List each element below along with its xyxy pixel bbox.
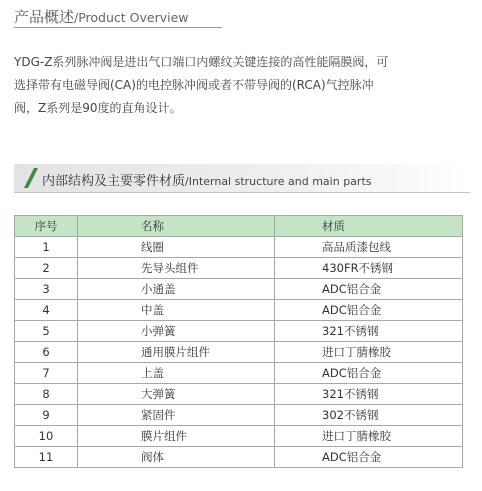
part-name: 小弹簧 <box>78 321 275 342</box>
table-row <box>15 426 463 447</box>
row-index: 8 <box>15 384 78 405</box>
part-material: ADC铝合金 <box>275 300 463 321</box>
table-body <box>15 237 463 468</box>
part-name: 中盖 <box>78 300 275 321</box>
description-line: 阀，Z系列是90度的直角设计。 <box>14 101 182 115</box>
table-row <box>15 342 463 363</box>
section-title-en: /Internal structure and main parts <box>185 175 372 188</box>
table-header-row <box>15 216 463 237</box>
part-name: 紧固件 <box>78 405 275 426</box>
row-index: 6 <box>15 342 78 363</box>
part-material: ADC铝合金 <box>275 279 463 300</box>
row-index: 3 <box>15 279 78 300</box>
section-title-cn: 内部结构及主要零件材质 <box>42 174 186 189</box>
table-row <box>15 300 463 321</box>
part-name: 膜片组件 <box>78 426 275 447</box>
part-material: 进口丁腈橡胶 <box>275 342 463 363</box>
part-material: ADC铝合金 <box>275 447 463 468</box>
overview-title-en: /Product Overview <box>74 10 189 25</box>
overview-title-cn: 产品概述 <box>14 8 75 26</box>
table-row <box>15 258 463 279</box>
table-row <box>15 279 463 300</box>
part-material: 302不锈钢 <box>275 405 463 426</box>
green-triangle-icon <box>24 168 38 188</box>
header-index: 序号 <box>15 216 78 237</box>
part-name: 阀体 <box>78 447 275 468</box>
row-index: 5 <box>15 321 78 342</box>
table-row <box>15 363 463 384</box>
overview-heading <box>14 6 189 26</box>
header-name: 名称 <box>78 216 275 237</box>
table-row <box>15 384 463 405</box>
section-title <box>42 170 372 189</box>
table-row <box>15 405 463 426</box>
row-index: 10 <box>15 426 78 447</box>
table-row <box>15 321 463 342</box>
row-index: 1 <box>15 237 78 258</box>
part-material: 430FR不锈钢 <box>275 258 463 279</box>
section-banner <box>14 164 470 193</box>
part-material: 321不锈钢 <box>275 321 463 342</box>
part-name: 小通盖 <box>78 279 275 300</box>
description-line: YDG-Z系列脉冲阀是进出气口端口内螺纹关键连接的高性能隔膜阀，可 <box>14 55 389 69</box>
part-name: 先导头组件 <box>78 258 275 279</box>
parts-table <box>14 215 463 468</box>
table-row <box>15 447 463 468</box>
row-index: 9 <box>15 405 78 426</box>
part-material: 321不锈钢 <box>275 384 463 405</box>
part-material: ADC铝合金 <box>275 363 463 384</box>
part-material: 高品质漆包线 <box>275 237 463 258</box>
table-row <box>15 237 463 258</box>
part-material: 进口丁腈橡胶 <box>275 426 463 447</box>
part-name: 通用膜片组件 <box>78 342 275 363</box>
description-line: 选择带有电磁导阀(CA)的电控脉冲阀或者不带导阀的(RCA)气控脉冲 <box>14 78 374 92</box>
part-name: 上盖 <box>78 363 275 384</box>
row-index: 7 <box>15 363 78 384</box>
product-description <box>14 51 470 120</box>
header-material: 材质 <box>275 216 463 237</box>
overview-underline <box>14 27 222 28</box>
part-name: 线圈 <box>78 237 275 258</box>
row-index: 4 <box>15 300 78 321</box>
row-index: 11 <box>15 447 78 468</box>
row-index: 2 <box>15 258 78 279</box>
part-name: 大弹簧 <box>78 384 275 405</box>
